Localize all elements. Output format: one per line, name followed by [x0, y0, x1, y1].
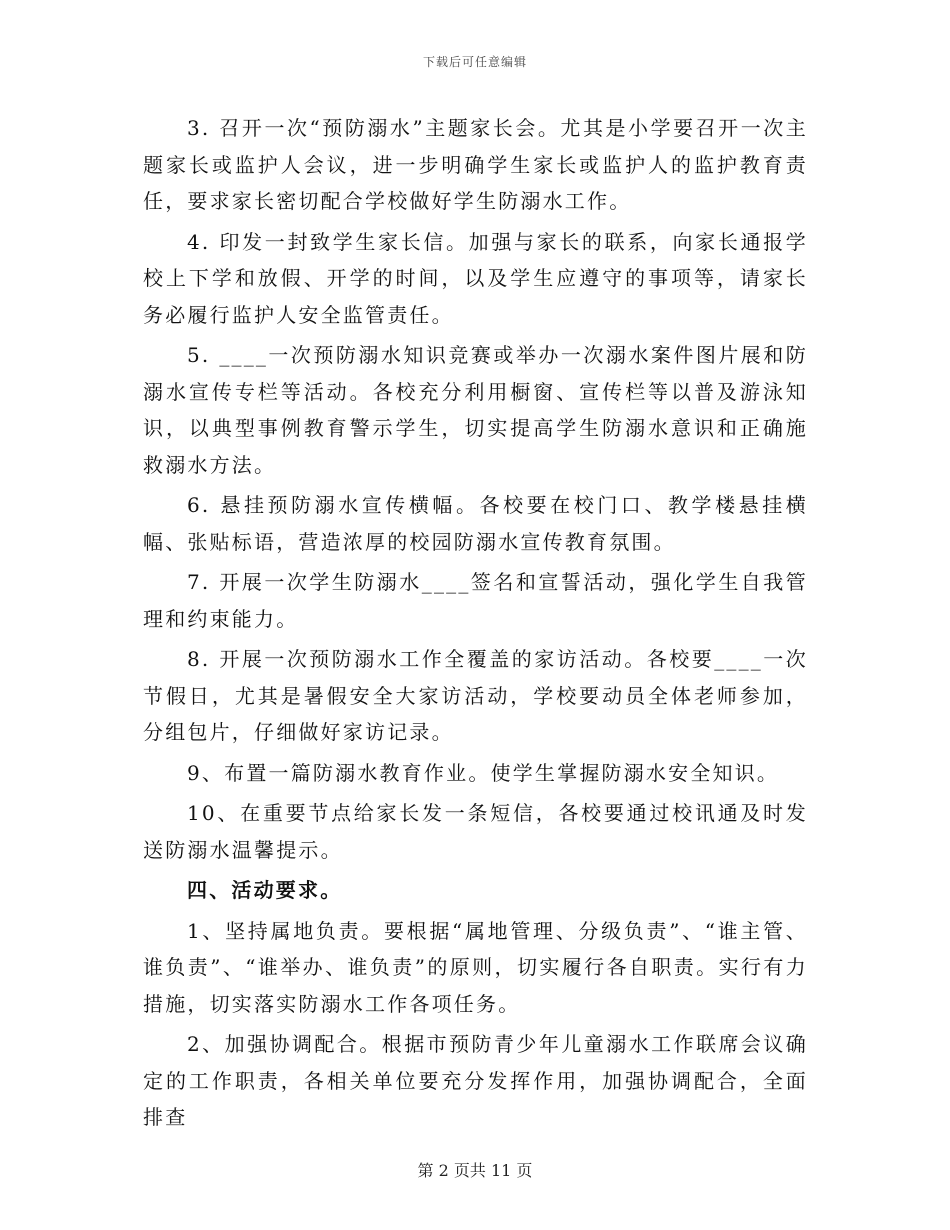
paragraph-item-3: 3. 召开一次“预防溺水”主题家长会。尤其是小学要召开一次主题家长或监护人会议，进一步明确学生家长或监护人的监护教育责任，要求家长密切配合学校做好学生防溺水工作。 [143, 116, 808, 213]
requirement-item-2: 2、加强协调配合。根据市预防青少年儿童溺水工作联席会议确定的工作职责，各相关单位要充分发挥作用，加强协调配合，全面排查 [143, 1032, 808, 1129]
requirement-item-1: 1、坚持属地负责。要根据“属地管理、分级负责”、“谁主管、谁负责”、“谁举办、谁负责”的原则，切实履行各自职责。实行有力措施，切实落实防溺水工作各项任务。 [143, 918, 808, 1016]
page-number-footer: 第 2 页共 11 页 [417, 1161, 533, 1180]
header-note: 下载后可任意编辑 [422, 55, 527, 69]
paragraph-item-5: 5. ____一次预防溺水知识竞赛或举办一次溺水案件图片展和防溺水宣传专栏等活动。各校充分利用橱窗、宣传栏等以普及游泳知识，以典型事例教育警示学生，切实提高学生防溺水意识和正确施救溺水方法。 [143, 343, 808, 477]
paragraph-item-4: 4. 印发一封致学生家长信。加强与家长的联系，向家长通报学校上下学和放假、开学的时间，以及学生应遵守的事项等，请家长务必履行监护人安全监管责任。 [143, 229, 808, 327]
paragraph-item-9: 9、布置一篇防溺水教育作业。使学生掌握防溺水安全知识。 [187, 760, 780, 785]
paragraph-item-8: 8. 开展一次预防溺水工作全覆盖的家访活动。各校要____一次节假日，尤其是暑假安全大家访活动，学校要动员全体老师参加，分组包片，仔细做好家访记录。 [143, 647, 808, 744]
document-body [143, 110, 808, 1140]
section-heading: 四、活动要求。 [187, 878, 343, 902]
paragraph-item-7: 7. 开展一次学生防溺水____签名和宣誓活动，强化学生自我管理和约束能力。 [143, 570, 808, 631]
paragraph-item-6: 6. 悬挂预防溺水宣传横幅。各校要在校门口、教学楼悬挂横幅、张贴标语，营造浓厚的校园防溺水宣传教育氛围。 [143, 493, 808, 554]
paragraph-item-10: 10、在重要节点给家长发一条短信，各校要通过校讯通及时发送防溺水温馨提示。 [143, 801, 808, 862]
